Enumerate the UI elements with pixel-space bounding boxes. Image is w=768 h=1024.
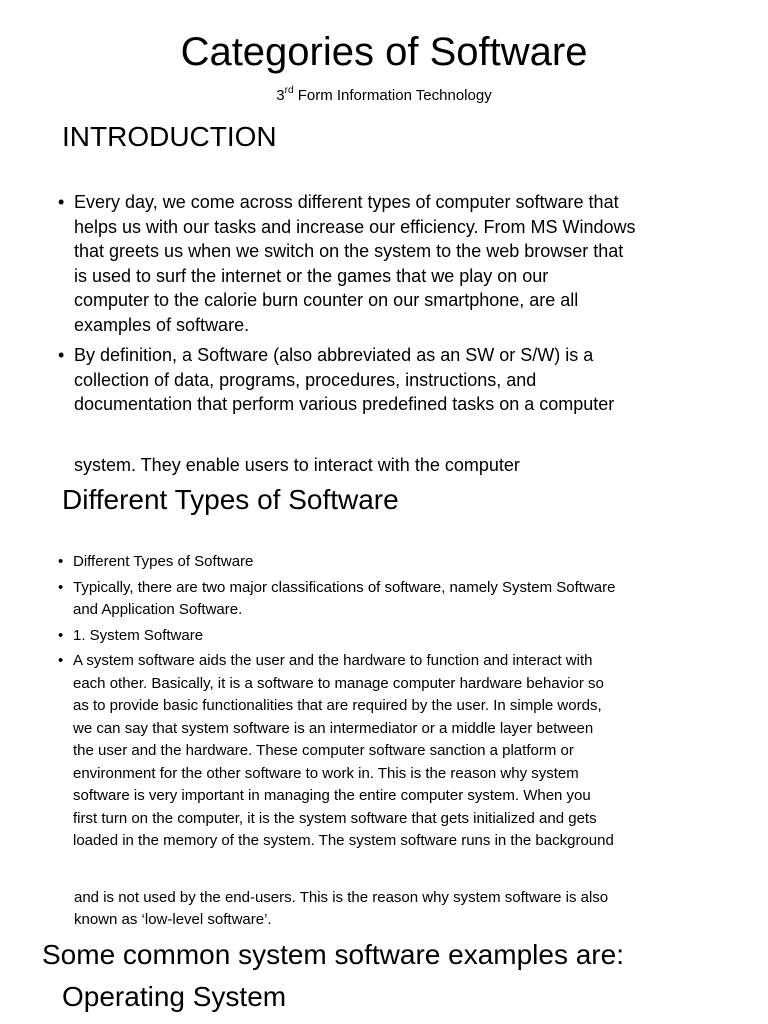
- bullet-text-line: loaded in the memory of the system. The system software runs in the background: [73, 832, 614, 849]
- page-title: Categories of Software: [180, 30, 588, 74]
- subtitle-superscript: rd: [284, 85, 294, 96]
- bullet-marker: •: [58, 192, 65, 212]
- bullet-marker: •: [58, 345, 65, 365]
- bullet-text-line: environment for the other software to work in. This is the reason why system: [73, 764, 579, 782]
- bullet-text-line: as to provide basic functionalities that are required by the user. In simple words,: [73, 697, 602, 714]
- types-bullet-list: [58, 551, 748, 853]
- continuation-text-line: known as ‘low-level software’.: [74, 910, 272, 928]
- bullet-text-line: the user and the hardware. These computer software sanction a platform or: [73, 742, 574, 759]
- bullet-text-line: examples of software.: [74, 314, 250, 335]
- operating-system-line: Operating System: [62, 981, 287, 1012]
- bullet-text-line: computer to the calorie burn counter on our smartphone, are all: [74, 290, 579, 310]
- bullet-text-line: Different Types of Software: [73, 553, 254, 570]
- introduction-bullet-list: [58, 190, 738, 417]
- bullet-text-line: Every day, we come across different types of computer software that: [74, 192, 619, 212]
- bullet-marker: •: [58, 553, 64, 570]
- bullet-text-line: first turn on the computer, it is the system software that gets initialized and gets: [73, 809, 597, 827]
- bullet-marker: •: [58, 578, 64, 596]
- bullet-text-line: helps us with our tasks and increase our efficiency. From MS Windows: [74, 216, 636, 237]
- examples-line: Some common system software examples are:: [42, 939, 624, 970]
- page-subtitle: [0, 86, 768, 106]
- bullet-text-line: By definition, a Software (also abbreviated as an SW or S/W) is a: [74, 345, 594, 365]
- bullet-text-line: A system software aids the user and the hardware to function and interact with: [73, 652, 593, 669]
- bullet-text-line: Typically, there are two major classifications of software, namely System Software: [73, 578, 616, 596]
- bullet-item: [58, 343, 738, 417]
- subtitle-rest: Form Information Technology: [293, 87, 492, 104]
- subtitle-prefix: 3: [276, 87, 285, 104]
- bullet-marker: •: [58, 652, 64, 669]
- bullet-text-line: we can say that system software is an intermediator or a middle layer between: [73, 719, 594, 737]
- bullet-item: [58, 551, 748, 574]
- continuation-text-line: and is not used by the end-users. This is the reason why system software is also: [74, 889, 609, 906]
- bullet-item: [58, 650, 748, 853]
- bullet-item: [58, 625, 748, 648]
- bullet-text-line: documentation that perform various predefined tasks on a computer: [74, 394, 615, 414]
- bullet-text-line: that greets us when we switch on the system to the web browser that: [74, 241, 624, 261]
- bullet-text-line: collection of data, programs, procedures, instructions, and: [74, 369, 537, 390]
- bullet-text-line: and Application Software.: [73, 601, 243, 618]
- introduction-continuation: system. They enable users to interact with the computer: [74, 455, 520, 475]
- types-continuation: [74, 887, 608, 930]
- types-heading: Different Types of Software: [62, 484, 399, 515]
- introduction-heading: INTRODUCTION: [62, 121, 277, 152]
- bullet-text-line: software is very important in managing the entire computer system. When you: [73, 787, 591, 804]
- bullet-item: [58, 190, 738, 337]
- bullet-text-line: each other. Basically, it is a software to manage computer hardware behavior so: [73, 674, 604, 692]
- bullet-item: [58, 577, 748, 622]
- bullet-marker: •: [58, 626, 64, 644]
- bullet-text-line: 1. System Software: [73, 626, 204, 644]
- bullet-text-line: is used to surf the internet or the games that we play on our: [74, 265, 549, 286]
